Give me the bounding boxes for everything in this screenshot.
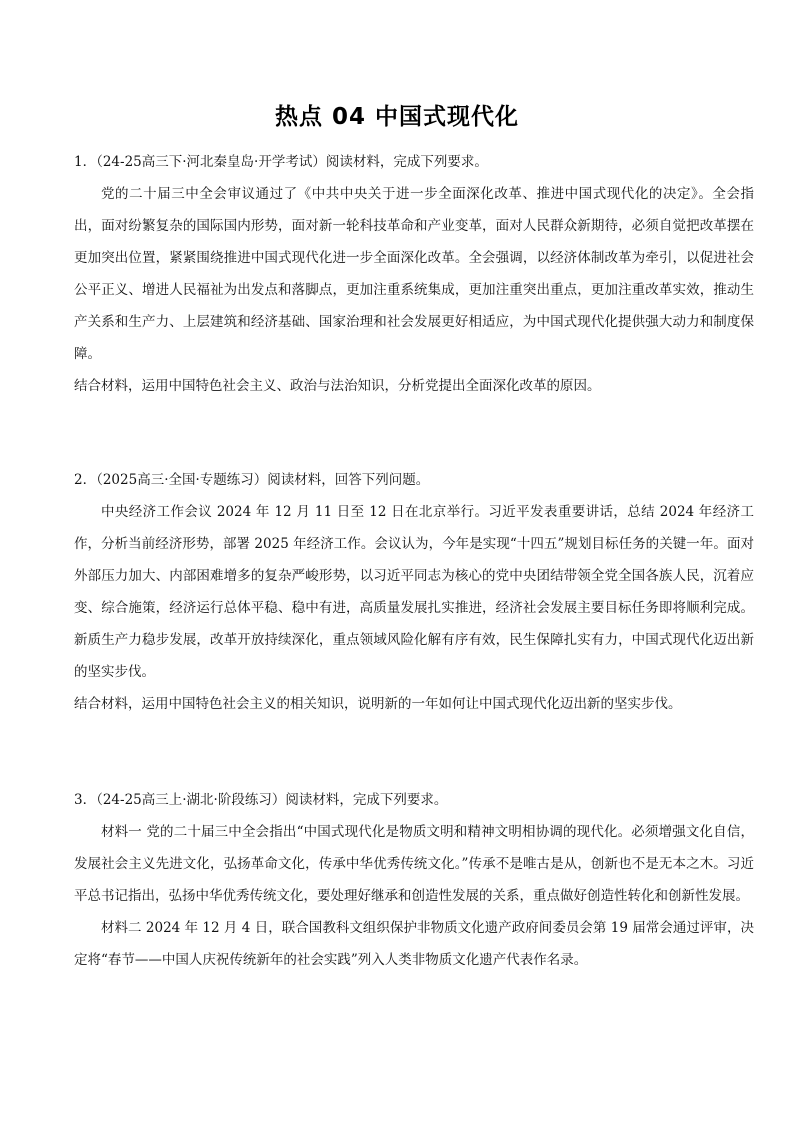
question-3-material-1: 材料一 党的二十届三中全会指出“中国式现代化是物质文明和精神文明相协调的现代化。必须增强文化自信，发展社会主义先进文化，弘扬革命文化，传承中华优秀传统文化。”传承不是唯古是从，创新也不是无本之木。习近平总书记指出，弘扬中华优秀传统文化，要处理好继承和创造性发展的关系，重点做好创造性转化和创新性发展。: [74, 824, 754, 904]
question-1-task: 结合材料，运用中国特色社会主义、政治与法治知识，分析党提出全面深化改革的原因。: [74, 378, 601, 394]
question-2: [74, 464, 754, 720]
page-title: 热点 04 中国式现代化: [274, 104, 520, 130]
question-2-head: 2．（2025高三·全国·专题练习）阅读材料，回答下列问题。: [74, 472, 430, 488]
question-1: [74, 146, 754, 402]
question-1-head: 1．（24-25高三下·河北秦皇岛·开学考试）阅读材料，完成下列要求。: [74, 154, 488, 170]
question-3-material-2: 材料二 2024 年 12 月 4 日，联合国教科文组织保护非物质文化遗产政府间委员会第 19 届常会通过评审，决定将“春节——中国人庆祝传统新年的社会实践”列入人类非物质文化遗产代表作名录。: [74, 920, 754, 968]
question-3: [74, 784, 754, 976]
question-2-material: 中央经济工作会议 2024 年 12 月 11 日至 12 日在北京举行。习近平发表重要讲话，总结 2024 年经济工作，分析当前经济形势，部署 2025 年经济工作。会议认为，今年是实现“十四五”规划目标任务的关键一年。面对外部压力加大、内部困难增多的复杂严峻形势，以习近平同志为核心的党中央团结带领全党全国各族人民，沉着应变、综合施策，经济运行总体平稳、稳中有进，高质量发展扎实推进，经济社会发展主要目标任务即将顺利完成。新质生产力稳步发展，改革开放持续深化，重点领域风险化解有序有效，民生保障扎实有力，中国式现代化迈出新的坚实步伐。: [74, 504, 754, 680]
question-1-material: 党的二十届三中全会审议通过了《中共中央关于进一步全面深化改革、推进中国式现代化的决定》。全会指出，面对纷繁复杂的国际国内形势，面对新一轮科技革命和产业变革，面对人民群众新期待，必须自觉把改革摆在更加突出位置，紧紧围绕推进中国式现代化进一步全面深化改革。全会强调，以经济体制改革为牵引，以促进社会公平正义、增进人民福祉为出发点和落脚点，更加注重系统集成，更加注重突出重点，更加注重改革实效，推动生产关系和生产力、上层建筑和经济基础、国家治理和社会发展更好相适应，为中国式现代化提供强大动力和制度保障。: [74, 186, 754, 362]
question-3-head: 3．（24-25高三上·湖北·阶段练习）阅读材料，完成下列要求。: [74, 792, 448, 808]
question-2-task: 结合材料，运用中国特色社会主义的相关知识，说明新的一年如何让中国式现代化迈出新的坚实步伐。: [74, 696, 682, 712]
